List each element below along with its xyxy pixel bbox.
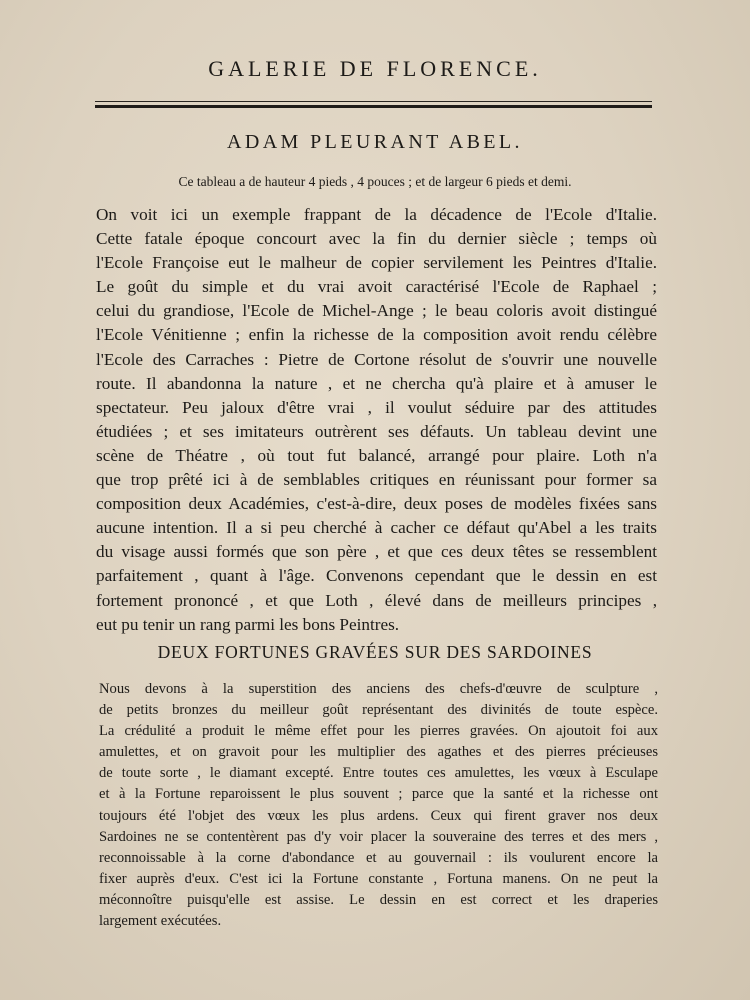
text-line: fixer auprès d'eux. C'est ici la Fortune constante , Fortuna manens. On ne peut la bbox=[99, 870, 658, 887]
text-line: Nous devons à la superstition des anciens des chefs-d'œuvre de sculpture , bbox=[99, 681, 658, 697]
text-line: La crédulité a produit le même effet pour les pierres gravées. On ajoutoit foi aux bbox=[99, 723, 658, 740]
header-rule-thin bbox=[95, 101, 652, 102]
text-line: largement exécutées. bbox=[99, 913, 222, 930]
text-line: de petits bronzes du meilleur goût représentant des divinités de toute espèce. bbox=[99, 702, 658, 719]
text-line: toujours été l'objet des vœux les plus ardens. Ceux qui firent graver nos deux bbox=[99, 807, 658, 824]
text-line: Sardoines ne se contentèrent pas d'y voir placer la souveraine des terres et des mers , bbox=[99, 828, 658, 845]
section2-paragraph bbox=[99, 679, 658, 932]
text-line: aucune intention. Il a si peu cherché à cacher ce défaut qu'Abel a les traits bbox=[96, 518, 657, 538]
text-line: étudiées ; et ses imitateurs outrèrent ses défauts. Un tableau devint une bbox=[96, 421, 657, 441]
text-line: parfaitement , quant à l'âge. Convenons cependant que le dessin en est bbox=[96, 566, 657, 586]
text-line: celui du grandiose, l'Ecole de Michel-Ange ; le beau coloris avoit distingué bbox=[96, 301, 657, 321]
text-line: scène de Théatre , où tout fut balancé, arrangé pour plaire. Loth n'a bbox=[96, 445, 657, 465]
text-line: amulettes, et on gravoit pour les multiplier des agathes et des pierres précieuses bbox=[99, 744, 658, 761]
text-line: spectateur. Peu jaloux d'être vrai , il voulut séduire par des attitudes bbox=[96, 397, 657, 417]
text-line: méconnoître puisqu'elle est assise. Le dessin en est correct et les draperies bbox=[99, 891, 658, 908]
text-line: On voit ici un exemple frappant de la décadence de l'Ecole d'Italie. bbox=[96, 205, 657, 224]
text-line: fortement prononcé , et que Loth , élevé dans de meilleurs principes , bbox=[96, 590, 657, 610]
text-line: reconnoissable à la corne d'abondance et au gouvernail : ils voulurent encore la bbox=[99, 849, 658, 866]
text-line: Cette fatale époque concourt avec la fin du dernier siècle ; temps où bbox=[96, 229, 657, 249]
text-line: l'Ecole Françoise eut le malheur de copier servilement les Peintres d'Italie. bbox=[96, 253, 657, 273]
text-line: Le goût du simple et du vrai avoit caractérisé l'Ecole de Raphael ; bbox=[96, 277, 657, 297]
header-rule-thick bbox=[95, 105, 652, 108]
text-line: l'Ecole des Carraches : Pietre de Cortone résolut de s'ouvrir une nouvelle bbox=[96, 349, 657, 369]
plate-title: ADAM PLEURANT ABEL. bbox=[227, 131, 523, 153]
text-line: du visage aussi formés que son père , et que ces deux têtes se ressemblent bbox=[96, 542, 657, 562]
text-line: composition deux Académies, c'est-à-dire, deux poses de modèles fixées sans bbox=[96, 494, 657, 514]
text-line: route. Il abandonna la nature , et ne chercha qu'à plaire et à amuser le bbox=[96, 373, 657, 393]
text-line: eut pu tenir un rang parmi les bons Peintres. bbox=[96, 614, 400, 634]
section2-title: DEUX FORTUNES GRAVÉES SUR DES SARDOINES bbox=[157, 642, 593, 662]
text-line: que trop prêté ici à de semblables critiques en réunissant pour former sa bbox=[96, 470, 657, 490]
section1-paragraph bbox=[96, 203, 657, 637]
text-line: l'Ecole Vénitienne ; enfin la richesse de la composition avoit rendu célèbre bbox=[96, 325, 657, 345]
running-head: GALERIE DE FLORENCE. bbox=[208, 56, 542, 81]
text-line: et à la Fortune reparoissent le plus souvent ; parce que la santé et la richesse ont bbox=[99, 786, 658, 803]
plate-dimensions: Ce tableau a de hauteur 4 pieds , 4 pouces ; et de largeur 6 pieds et demi. bbox=[178, 174, 572, 189]
text-line: de toute sorte , le diamant excepté. Entre toutes ces amulettes, les vœux à Esculape bbox=[99, 765, 658, 782]
